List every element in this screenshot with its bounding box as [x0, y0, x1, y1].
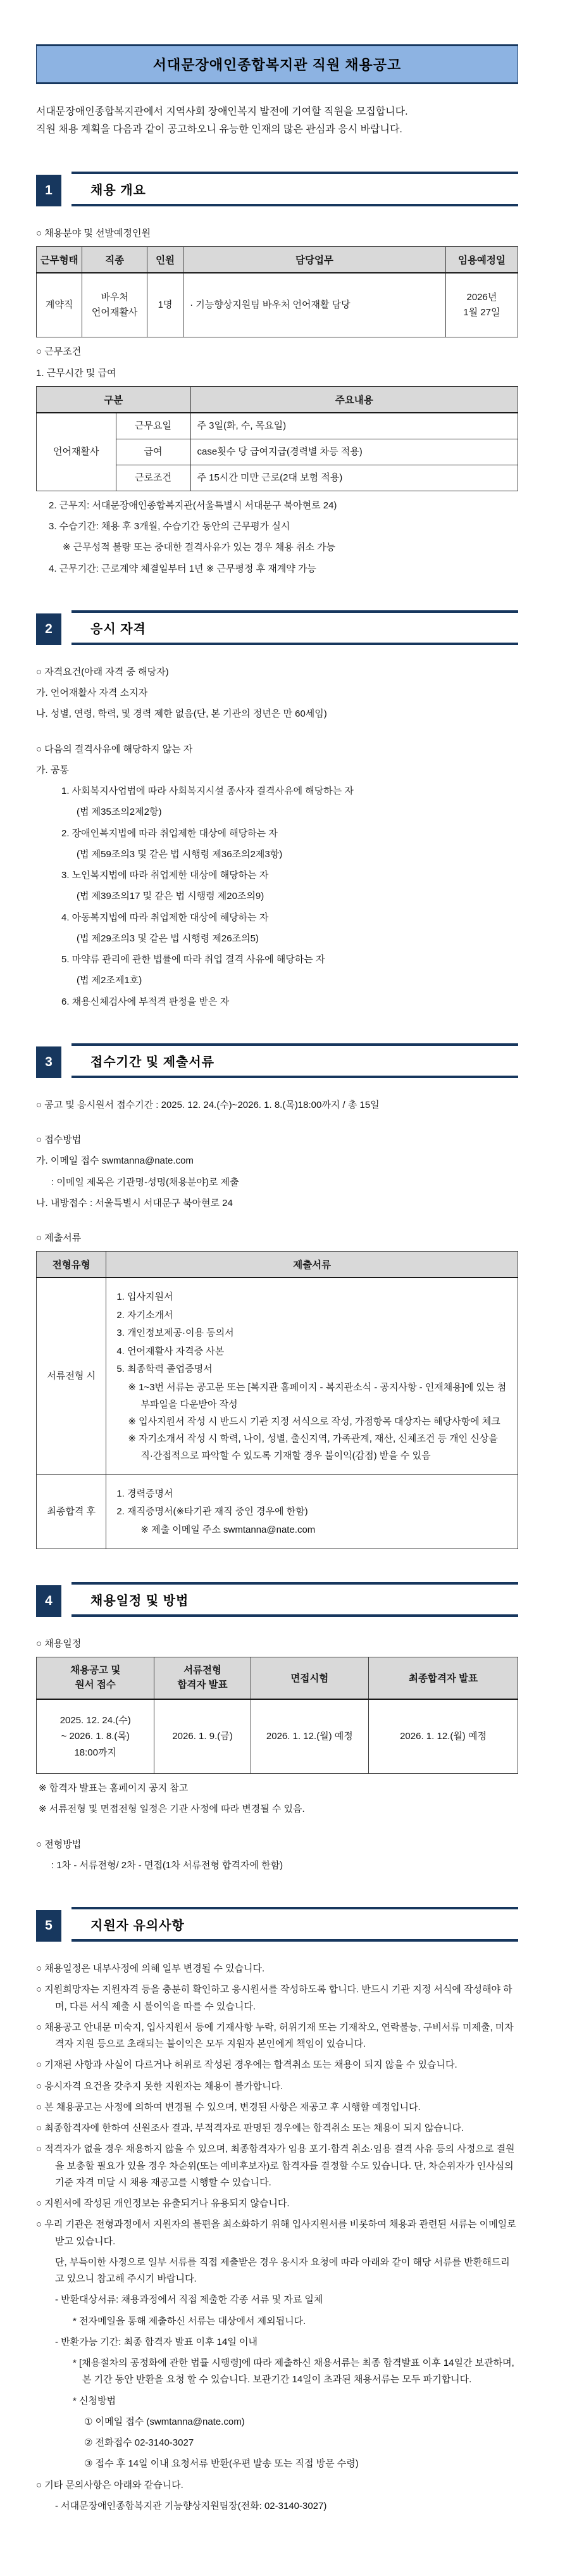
- job-posting-document: [36, 0, 518, 2576]
- application-period: ○ 공고 및 응시원서 접수기간 : 2025. 12. 24.(수)~2026. 1. 8.(목)18:00까지 / 총 15일: [36, 1099, 380, 1110]
- disqualification-item: 5. 마약류 관리에 관한 법률에 따라 취업 결격 사유에 해당하는 자: [61, 954, 325, 965]
- work-conditions-heading: ○ 근무조건: [36, 346, 82, 358]
- law-reference: (법 제29조의3 및 같은 법 시행령 제26조의5): [77, 933, 259, 944]
- contact-info: - 서대문장애인종합복지관 기능향상지원팀장(전화: 02-3140-3027): [55, 2500, 327, 2511]
- employment-type-cell: 계약직: [37, 273, 82, 337]
- document-item: 4. 언어재활사 자격증 사본: [116, 1345, 225, 1357]
- interview-date-cell: 2026. 1. 12.(월) 예정: [251, 1699, 368, 1774]
- recruit-table: [36, 246, 518, 337]
- document-note: ※ 자기소개서 작성 시 학력, 나이, 성별, 출신지역, 가족관계, 재산, 신체조건 등 개인 신상을 직·간접적으로 파악할 수 있도록 기재할 경우 불이익(감점) 받을 수 있음: [128, 1433, 498, 1461]
- document-item: 5. 최종학력 졸업증명서: [116, 1364, 213, 1375]
- notice-item: ○ 채용일정은 내부사정에 의해 일부 변경될 수 있습니다.: [36, 1963, 265, 1974]
- documents-table: [36, 1251, 518, 1549]
- job-title-cell: [82, 273, 147, 337]
- table-header-cell: 임용예정일: [445, 247, 518, 273]
- header-line: 합격자 발표: [177, 1680, 228, 1691]
- start-date-cell: [445, 273, 518, 337]
- disqualification-item: 3. 노인복지법에 따라 취업제한 대상에 해당하는 자: [61, 870, 269, 881]
- condition-label-cell: 근로조건: [116, 465, 190, 491]
- document-item: 1. 입사지원서: [116, 1291, 173, 1303]
- condition-value-cell: case횟수 당 급여지급(경력별 차등 적용): [190, 439, 518, 465]
- work-note: 2. 근무지: 서대문장애인종합복지관(서울특별시 서대문구 북아현로 24): [49, 499, 337, 511]
- document-note: ※ 1~3번 서류는 공고문 또는 [복지관 홈페이지 - 복지관소식 - 공지사항 - 인재채용]에 있는 첨부파일을 다운받아 작성: [128, 1381, 507, 1410]
- work-conditions-table: [36, 386, 518, 491]
- notice-step: ① 이메일 접수 (swmtanna@nate.com): [84, 2416, 245, 2427]
- recruit-table-header-row: [37, 247, 518, 273]
- headcount-cell: 1명: [147, 273, 183, 337]
- table-header-cell: 최종합격자 발표: [369, 1657, 518, 1699]
- documents-row-final: [37, 1474, 518, 1549]
- qualification-item: 나. 성별, 연령, 학력, 및 경력 제한 없음(단, 본 기관의 정년은 만 60세임): [36, 708, 327, 720]
- documents-heading: ○ 제출서류: [36, 1233, 82, 1243]
- law-reference: (법 제2조제1호): [77, 975, 142, 986]
- table-header-cell: 제출서류: [106, 1252, 518, 1278]
- work-note: 3. 수습기간: 채용 후 3개월, 수습기간 동안의 근무평가 실시: [49, 521, 290, 532]
- application-method-item: 나. 내방접수 : 서울특별시 서대문구 북아현로 24: [36, 1197, 233, 1209]
- section-1-header: [36, 172, 518, 206]
- table-header-cell: 근무형태: [37, 247, 82, 273]
- intro-line-2: 직원 채용 계획을 다음과 같이 공고하오니 유능한 인재의 많은 관심과 응시 바랍니다.: [36, 124, 402, 135]
- work-note: 4. 근무기간: 근로계약 체결일부터 1년 ※ 근무평정 후 재계약 가능: [49, 563, 316, 574]
- notice-step: ③ 접수 후 14일 이내 요청서류 반환(우편 발송 또는 직접 방문 수령): [84, 2458, 359, 2470]
- section-3-number-badge: 3: [36, 1046, 61, 1078]
- notice-item: ○ 기재된 사항과 사실이 다르거나 허위로 작성된 경우에는 합격취소 또는 채용이 되지 않을 수 있습니다.: [36, 2059, 457, 2071]
- qualification-heading: ○ 자격요건(아래 자격 중 해당자): [36, 666, 169, 677]
- conditions-table-header-row: [37, 386, 518, 413]
- notice-step: ② 전화접수 02-3140-3027: [84, 2437, 194, 2448]
- header-line: 원서 접수: [75, 1680, 116, 1691]
- disqualification-item: 1. 사회복지사업법에 따라 사회복지시설 종사자 결격사유에 해당하는 자: [61, 786, 354, 796]
- disqualification-item: 4. 아동복지법에 따라 취업제한 대상에 해당하는 자: [61, 912, 269, 923]
- document-item: 2. 재직증명서(※타기관 재직 중인 경우에 한함): [116, 1506, 308, 1517]
- section-2-header: [36, 610, 518, 645]
- section-4-number-badge: 4: [36, 1585, 61, 1617]
- table-header-cell: 직종: [82, 247, 147, 273]
- start-date-line: 2026년: [466, 292, 497, 303]
- cell-line: 2025. 12. 24.(수): [59, 1714, 131, 1726]
- disqualification-subheading: 가. 공통: [36, 764, 69, 776]
- section-5-title: 지원자 유의사항: [71, 1907, 518, 1942]
- selection-method-heading: ○ 전형방법: [36, 1838, 82, 1850]
- disqualification-heading: ○ 다음의 결격사유에 해당하지 않는 자: [36, 743, 193, 755]
- notice-sub-item: - 반환가능 기간: 최종 합격자 발표 이후 14일 이내: [55, 2336, 258, 2347]
- section-1-title: 채용 개요: [71, 172, 518, 206]
- section-4-title: 채용일정 및 방법: [71, 1582, 518, 1617]
- schedule-heading: ○ 채용일정: [36, 1638, 82, 1649]
- document-item: 2. 자기소개서: [116, 1309, 173, 1321]
- schedule-table-row: [37, 1699, 518, 1774]
- notice-item: ○ 적격자가 없을 경우 채용하지 않을 수 있으며, 최종합격자가 임용 포기·합격 취소·임용 결격 사유 등의 사정으로 결원을 보충할 필요가 있을 경우 차순위(또는 예비후보자)로 합격자를 결정할 수도 있습니다. 단, 차순위자가 인사심의 기준 자격 미달 시 채용 재공고를 시행할 수 있습니다.: [36, 2144, 515, 2188]
- section-4-header: [36, 1582, 518, 1617]
- section-3-header: [36, 1043, 518, 1078]
- intro-paragraph: [36, 103, 518, 139]
- table-header-cell: 면접시험: [251, 1657, 368, 1699]
- table-header-cell: 전형유형: [37, 1252, 106, 1278]
- notice-item: ○ 본 채용공고는 사정에 의하여 변경될 수 있으며, 변경된 사항은 재공고 후 시행할 예정입니다.: [36, 2101, 421, 2113]
- schedule-note: ※ 서류전형 및 면접전형 일정은 기관 사정에 따라 변경될 수 있음.: [39, 1804, 305, 1815]
- cell-line: 18:00까지: [74, 1747, 116, 1758]
- condition-label-cell: 급여: [116, 439, 190, 465]
- documents-row-screening: [37, 1278, 518, 1474]
- notice-item: ○ 지원서에 작성된 개인정보는 유출되거나 유용되지 않습니다.: [36, 2198, 290, 2209]
- table-header-cell: 담당업무: [183, 247, 446, 273]
- work-hours-subheading: 1. 근무시간 및 급여: [36, 367, 116, 379]
- table-header-cell: [37, 1657, 154, 1699]
- document-item: 1. 경력증명서: [116, 1488, 173, 1499]
- selection-method-detail: : 1차 - 서류전형/ 2차 - 면접(1차 서류전형 합격자에 한함): [51, 1859, 283, 1871]
- section-2-number-badge: 2: [36, 613, 61, 645]
- notice-item: ○ 지원희망자는 지원자격 등을 충분히 확인하고 응시원서를 작성하도록 합니다. 반드시 기관 지정 서식에 작성해야 하며, 다른 서식 제출 시 불이익을 따를 수 있습니다.: [36, 1984, 512, 2012]
- condition-label-cell: 근무요일: [116, 413, 190, 439]
- recruit-table-row: [37, 273, 518, 337]
- document-title-banner: [36, 44, 518, 84]
- schedule-table-header-row: [37, 1657, 518, 1699]
- notice-item: ○ 우리 기관은 전형과정에서 지원자의 불편을 최소화하기 위해 입사지원서를 비롯하여 채용과 관련된 서류는 이메일로 받고 있습니다.: [36, 2219, 516, 2247]
- job-group-cell: 언어재활사: [37, 413, 116, 491]
- schedule-table: [36, 1657, 518, 1774]
- final-result-cell: 2026. 1. 12.(월) 예정: [369, 1699, 518, 1774]
- duty-cell: · 기능향상지원팀 바우처 언어재활 담당: [183, 273, 446, 337]
- condition-value-cell: 주 3일(화, 수, 목요일): [190, 413, 518, 439]
- notice-sub-note: * 전자메일을 통해 제출하신 서류는 대상에서 제외됩니다.: [73, 2315, 306, 2327]
- document-note: ※ 제출 이메일 주소 swmtanna@nate.com: [140, 1524, 316, 1535]
- notice-item: ○ 기타 문의사항은 아래와 같습니다.: [36, 2479, 183, 2491]
- table-header-cell: 주요내용: [190, 386, 518, 413]
- law-reference: (법 제35조의2제2항): [77, 807, 162, 818]
- table-header-cell: [154, 1657, 251, 1699]
- section-1-number-badge: 1: [36, 175, 61, 206]
- recruit-field-heading: ○ 채용분야 및 선발예정인원: [36, 228, 151, 239]
- law-reference: (법 제39조의17 및 같은 법 시행령 제20조의9): [77, 891, 264, 902]
- document-item: 3. 개인정보제공·이용 동의서: [116, 1328, 234, 1339]
- qualification-item: 가. 언어재활사 자격 소지자: [36, 688, 148, 698]
- final-docs-cell: [106, 1474, 518, 1549]
- final-stage-cell: 최종합격 후: [37, 1474, 106, 1549]
- page-title: 서대문장애인종합복지관 직원 채용공고: [152, 57, 402, 73]
- screening-docs-cell: [106, 1278, 518, 1474]
- screening-stage-cell: 서류전형 시: [37, 1278, 106, 1474]
- header-line: 서류전형: [183, 1665, 221, 1676]
- notice-item: ○ 채용공고 안내문 미숙지, 입사지원서 등에 기재사항 누락, 허위기재 또는 기재착오, 연락불능, 구비서류 미제출, 미자격자 지원 등으로 초래되는 불이익은 모두 지원자 본인에게 책임이 있습니다.: [36, 2021, 514, 2049]
- job-title-line: 언어재활사: [91, 307, 138, 318]
- section-2-title: 응시 자격: [71, 610, 518, 645]
- application-method-note: : 이메일 제목은 기관명-성명(채용분야)로 제출: [51, 1176, 239, 1188]
- notice-item: ○ 응시자격 요건을 갖추지 못한 지원자는 채용이 불가합니다.: [36, 2080, 283, 2092]
- notice-sub-note: * [채용절차의 공정화에 관한 법률 시행령]에 따라 제출하신 채용서류는 최종 합격발표 이후 14일간 보관하며, 본 기간 동안 반환을 요청 할 수 있습니다. 보관기간 14일이 초과된 채용서류는 모두 파기합니다.: [73, 2358, 514, 2385]
- conditions-row: [37, 413, 518, 439]
- work-note-caution: ※ 근무성적 불량 또는 중대한 결격사유가 있는 경우 채용 취소 가능: [63, 542, 335, 553]
- law-reference: (법 제59조의3 및 같은 법 시행령 제36조의2제3항): [77, 848, 283, 860]
- notice-sub-note: * 신청방법: [73, 2395, 116, 2406]
- start-date-line: 1월 27일: [463, 307, 500, 318]
- table-header-cell: 인원: [147, 247, 183, 273]
- disqualification-item: 6. 채용신체검사에 부적격 판정을 받은 자: [61, 996, 230, 1007]
- application-method-heading: ○ 접수방법: [36, 1134, 82, 1145]
- section-5-header: [36, 1907, 518, 1942]
- section-3-title: 접수기간 및 제출서류: [71, 1043, 518, 1078]
- application-method-item: 가. 이메일 접수 swmtanna@nate.com: [36, 1155, 194, 1167]
- header-line: 채용공고 및: [70, 1665, 121, 1676]
- schedule-note: ※ 합격자 발표는 홈페이지 공지 참고: [39, 1783, 189, 1794]
- application-period-cell: [37, 1699, 154, 1774]
- disqualification-item: 2. 장애인복지법에 따라 취업제한 대상에 해당하는 자: [61, 827, 278, 839]
- table-header-cell: 구분: [37, 386, 191, 413]
- intro-line-1: 서대문장애인종합복지관에서 지역사회 장애인복지 발전에 기여할 직원을 모집합니다.: [36, 106, 408, 117]
- section-5-number-badge: 5: [36, 1910, 61, 1942]
- notice-item: ○ 최종합격자에 한하여 신원조사 결과, 부적격자로 판명된 경우에는 합격취소 또는 채용이 되지 않습니다.: [36, 2123, 464, 2133]
- documents-table-header-row: [37, 1252, 518, 1278]
- notice-sub-item: - 반환대상서류: 채용과정에서 직접 제출한 각종 서류 및 자료 일체: [55, 2294, 323, 2306]
- document-note: ※ 입사지원서 작성 시 반드시 기관 지정 서식으로 작성, 가점항목 대상자는 해당사항에 체크: [128, 1416, 500, 1427]
- cell-line: ~ 2026. 1. 8.(목): [61, 1731, 130, 1742]
- screening-result-cell: 2026. 1. 9.(금): [154, 1699, 251, 1774]
- notice-continuation: 단, 부득이한 사정으로 일부 서류를 직접 제출받은 경우 응시자 요청에 따라 아래와 같이 해당 서류를 반환해드리고 있으니 참고해 주시기 바랍니다.: [55, 2256, 510, 2284]
- job-title-line: 바우처: [101, 292, 128, 303]
- condition-value-cell: 주 15시간 미만 근로(2대 보험 적용): [190, 465, 518, 491]
